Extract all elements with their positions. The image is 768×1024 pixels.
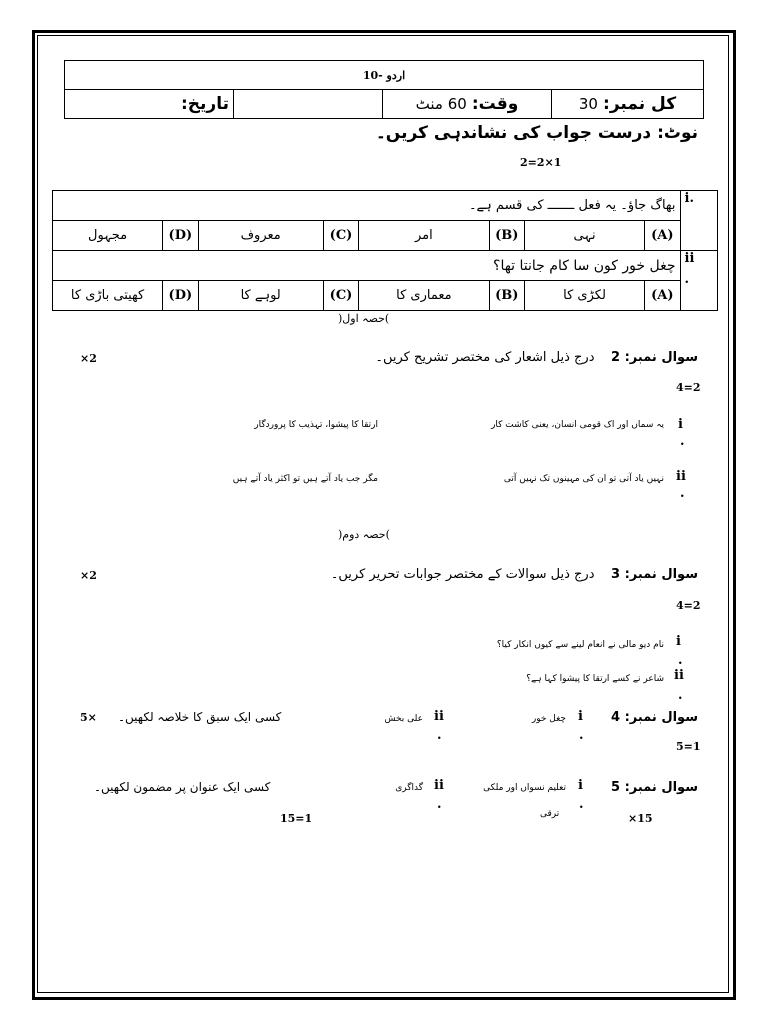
q5-option-number: i bbox=[578, 778, 583, 793]
q3-instruction: درج ذیل سوالات کے مختصر جوابات تحریر کریں۔ bbox=[330, 567, 595, 582]
q2-item-number: ii bbox=[676, 469, 686, 484]
time-value: 60 منٹ bbox=[415, 95, 467, 113]
q2-verse-line: یہ سماں اور اک قومی انسان، یعنی کاشت کار bbox=[491, 420, 664, 430]
q3-item-number: i bbox=[676, 634, 681, 649]
q5-option-dot: . bbox=[437, 797, 442, 812]
q4-multiplier: 5× bbox=[80, 711, 97, 724]
mcq-option-text: لکڑی کا bbox=[524, 281, 644, 311]
mcq-number: i. bbox=[680, 191, 717, 251]
q5-marks: 15=1 bbox=[280, 812, 313, 825]
mcq-question: چغل خور کون سا کام جانتا تھا؟ bbox=[53, 251, 681, 281]
q2-item-dot: . bbox=[680, 486, 685, 501]
q2-label bbox=[375, 350, 698, 365]
q4-label: سوال نمبر: 4 bbox=[611, 710, 698, 725]
q5-option-dot: . bbox=[579, 797, 584, 812]
time-label: وقت: bbox=[471, 94, 519, 114]
mcq-option-letter: (A) bbox=[645, 281, 680, 311]
q4-option-dot: . bbox=[437, 728, 442, 743]
q5-option-text: تعلیم نسواں اور ملکی bbox=[483, 783, 566, 793]
q4-option-number: i bbox=[578, 709, 583, 724]
q4-option-text: چغل خور bbox=[531, 714, 566, 724]
mcq-option-letter: (D) bbox=[163, 221, 198, 251]
q3-multiplier: ×2 bbox=[80, 569, 97, 582]
mcq-option-letter: (D) bbox=[163, 281, 198, 311]
q3-item-text: شاعر نے کسے ارتقا کا پیشوا کہا ہے؟ bbox=[526, 674, 664, 684]
mcq-option-letter: (B) bbox=[489, 281, 524, 311]
mcq-number-label: ii bbox=[684, 251, 695, 266]
header-table bbox=[64, 60, 704, 119]
q4-option-text: علی بخش bbox=[384, 714, 423, 724]
q5-multiplier: ×15 bbox=[628, 812, 653, 825]
q4-instruction: کسی ایک سبق کا خلاصہ لکھیں۔ bbox=[118, 710, 282, 724]
q3-item-number: ii bbox=[674, 668, 684, 683]
q2-number: سوال نمبر: 2 bbox=[611, 350, 698, 365]
part1-heading: )حصہ اول( bbox=[338, 312, 390, 325]
mcq-number-dot: . bbox=[684, 272, 690, 287]
note-text: نوٹ: درست جواب کی نشاندہی کریں۔ bbox=[375, 123, 698, 143]
mcq-question: بھاگ جاؤ۔ یہ فعل ـــــــ کی قسم ہے۔ bbox=[53, 191, 681, 221]
total-marks-cell bbox=[552, 90, 704, 119]
mcq-question-row bbox=[53, 251, 718, 281]
mcq-table bbox=[52, 190, 718, 311]
mcq-options-row bbox=[53, 281, 718, 311]
mcq-option-text: نہی bbox=[524, 221, 644, 251]
q4-option-number: ii bbox=[434, 709, 444, 724]
q3-label bbox=[331, 567, 698, 582]
q3-marks: 4=2 bbox=[676, 599, 701, 612]
page-border-inner bbox=[37, 35, 729, 993]
q2-item-dot: . bbox=[680, 434, 685, 449]
mcq-options-row bbox=[53, 221, 718, 251]
mcq-option-text: معروف bbox=[198, 221, 323, 251]
q3-item-text: نام دیو مالی نے انعام لینے سے کیوں انکار کیا؟ bbox=[496, 640, 664, 650]
q5-option-text: گداگری bbox=[395, 783, 423, 793]
q3-item-dot: . bbox=[678, 688, 683, 703]
q5-instruction: کسی ایک عنوان پر مضمون لکھیں۔ bbox=[94, 780, 271, 794]
q2-multiplier: ×2 bbox=[80, 352, 97, 365]
mcq-option-text: مجہول bbox=[53, 221, 163, 251]
q3-number: سوال نمبر: 3 bbox=[611, 567, 698, 582]
q2-verse-line: ارتقا کا پیشوا، تہذیب کا پروردگار bbox=[254, 420, 378, 430]
mcq-option-letter: (A) bbox=[645, 221, 680, 251]
q2-verse-line: نہیں یاد آتی تو ان کی مہینوں تک نہیں آتی bbox=[503, 474, 664, 484]
q2-instruction: درج ذیل اشعار کی مختصر تشریح کریں۔ bbox=[375, 350, 595, 365]
q5-option-text-continued: ترقی bbox=[540, 809, 560, 819]
q2-marks: 4=2 bbox=[676, 381, 701, 394]
q5-label: سوال نمبر: 5 bbox=[611, 780, 698, 795]
q2-item-number: i bbox=[678, 417, 683, 432]
q4-marks: 5=1 bbox=[676, 740, 701, 753]
mcq-question-row bbox=[53, 191, 718, 221]
q2-verse-line: مگر جب یاد آتے ہیں تو اکثر یاد آتے ہیں bbox=[232, 474, 378, 484]
date-cell bbox=[65, 90, 234, 119]
date-label: تاریخ: bbox=[181, 94, 229, 114]
mcq-option-text: معماری کا bbox=[359, 281, 489, 311]
q4-option-dot: . bbox=[579, 728, 584, 743]
mcq-option-text: کھیتی باڑی کا bbox=[53, 281, 163, 311]
mcq-option-letter: (C) bbox=[323, 221, 358, 251]
note-marks: 2=2×1 bbox=[520, 156, 562, 169]
q3-item-dot: . bbox=[678, 653, 683, 668]
mcq-option-text: امر bbox=[359, 221, 489, 251]
total-marks-value: 30 bbox=[578, 95, 598, 113]
part2-heading: )حصہ دوم( bbox=[338, 528, 390, 541]
mcq-option-text: لوہے کا bbox=[198, 281, 323, 311]
mcq-number bbox=[680, 251, 717, 311]
total-marks-label: کل نمبر: bbox=[603, 94, 677, 114]
time-cell bbox=[383, 90, 552, 119]
mcq-option-letter: (C) bbox=[323, 281, 358, 311]
paper-title: اردو -10 bbox=[65, 61, 704, 90]
q5-option-number: ii bbox=[434, 778, 444, 793]
blank-cell bbox=[234, 90, 383, 119]
mcq-option-letter: (B) bbox=[489, 221, 524, 251]
